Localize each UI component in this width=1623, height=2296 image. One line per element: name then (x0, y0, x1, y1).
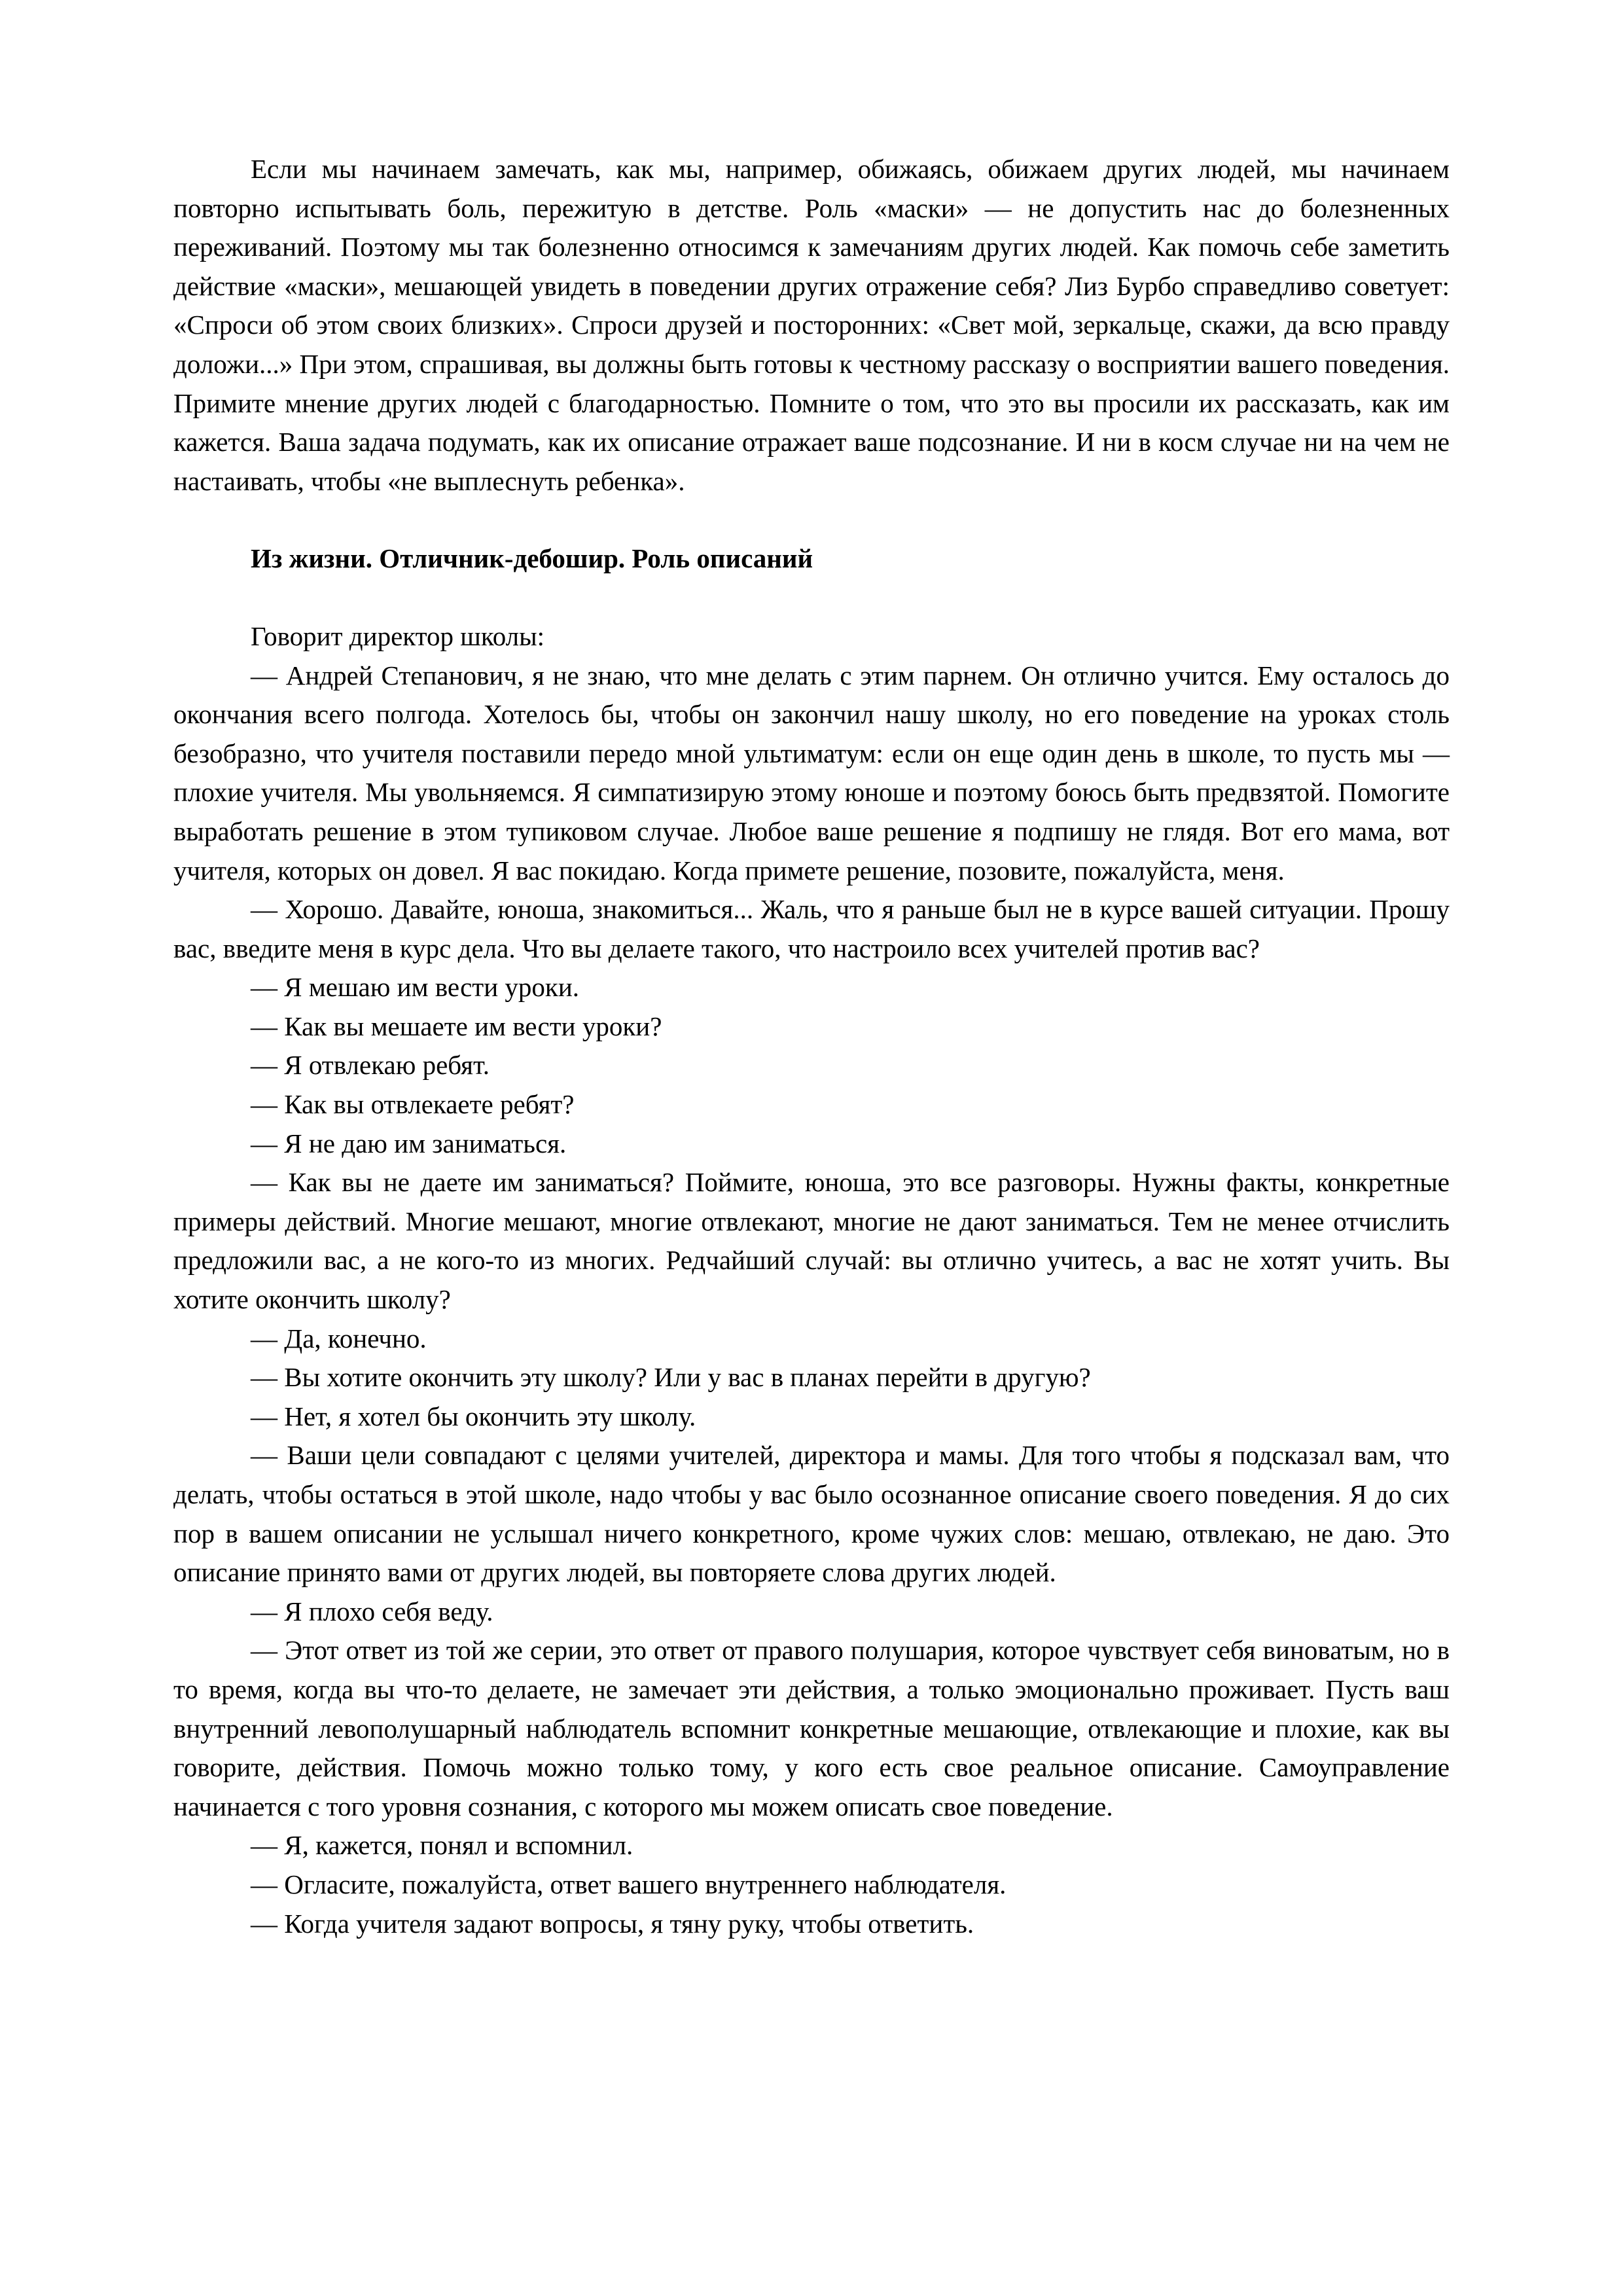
dialogue-line: — Я плохо себя веду. (251, 1596, 493, 1626)
spacer (173, 501, 1450, 539)
section-heading: Из жизни. Отличник-дебошир. Роль описаний (251, 543, 813, 574)
dialogue-line: — Как вы отвлекаете ребят? (251, 1089, 575, 1120)
dialogue-line: — Этот ответ из той же серии, это ответ от правого полушария, которое чувствует себя виноватым, но в то время, когда вы что-то делаете, не замечает эти действия, а только эмоционально проживает. Пусть ваш внутренний левополушарный наблюдатель вспомнит конкретные мешающие, отвлекающие и плохие, как вы говорите, действия. Помочь можно только тому, у кого есть свое реальное описание. Самоуправление начинается с того уровня сознания, с которого мы можем описать свое поведение. (173, 1635, 1450, 1821)
dialogue-line: — Я не даю им заниматься. (251, 1128, 567, 1158)
dialogue-line: — Хорошо. Давайте, юноша, знакомиться... Жаль, что я раньше был не в курсе вашей ситуации. Прошу вас, введите меня в курс дела. Что вы делаете такого, что настроило всех учителей против вас? (173, 894, 1450, 963)
dialogue-line: — Я мешаю им вести уроки. (251, 972, 580, 1003)
dialogue-line: — Вы хотите окончить эту школу? Или у вас в планах перейти в другую? (251, 1362, 1091, 1393)
dialogue-line: — Да, конечно. (251, 1323, 427, 1354)
text-block (173, 150, 1450, 1943)
dialogue-line: — Как вы не даете им заниматься? Поймите, юноша, это все разговоры. Нужны факты, конкретные примеры действий. Многие мешают, многие отвлекают, многие не дают заниматься. Тем не менее отчислить предложили вас, а не кого-то из многих. Редчайший случай: вы отлично учитесь, а вас не хотят учить. Вы хотите окончить школу? (173, 1167, 1450, 1315)
dialogue-line: — Ваши цели совпадают с целями учителей, директора и мамы. Для того чтобы я подсказал вам, что делать, чтобы остаться в этой школе, надо чтобы у вас было осознанное описание своего поведения. Я до сих пор в вашем описании не услышал ничего конкретного, кроме чужих слов: мешаю, отвлекаю, не даю. Это описание принято вами от других людей, вы повторяете слова других людей. (173, 1440, 1450, 1588)
dialogue-line: — Как вы мешаете им вести уроки? (251, 1011, 662, 1041)
dialogue-line: — Нет, я хотел бы окончить эту школу. (251, 1401, 696, 1431)
dialogue-line: — Я, кажется, понял и вспомнил. (251, 1830, 633, 1861)
dialogue (173, 617, 1450, 1943)
dialogue-line: — Андрей Степанович, я не знаю, что мне делать с этим парнем. Он отлично учится. Ему осталось до окончания всего полгода. Хотелось бы, чтобы он закончил нашу школу, но его поведение на уроках столь безобразно, что учителя поставили передо мной ультиматум: если он еще один день в школе, то пусть мы — плохие учителя. Мы увольняемся. Я симпатизирую этому юноше и поэтому боюсь быть предвзятой. Помогите выработать решение в этом тупиковом случае. Любое ваше решение я подпишу не глядя. Вот его мама, вот учителя, которых он довел. Я вас покидаю. Когда примете решение, позовите, пожалуйста, меня. (173, 660, 1450, 886)
dialogue-intro-line: Говорит директор школы: (251, 620, 545, 651)
spacer (173, 579, 1450, 617)
dialogue-line: — Я отвлекаю ребят. (251, 1050, 490, 1081)
dialogue-line: — Огласите, пожалуйста, ответ вашего внутреннего наблюдателя. (251, 1869, 1007, 1899)
intro-paragraph: Если мы начинаем замечать, как мы, например, обижаясь, обижаем других людей, мы начинаем повторно испытывать боль, пережитую в детстве. Роль «маски» — не допустить нас до болезненных переживаний. Поэтому мы так болезненно относимся к замечаниям других людей. Как помочь себе заметить действие «маски», мешающей увидеть в поведении других отражение себя? Лиз Бурбо справедливо советует: «Спроси об этом своих близких». Спроси друзей и посторонних: «Свет мой, зеркальце, скажи, да всю правду доложи...» При этом, спрашивая, вы должны быть готовы к честному рассказу о восприятии вашего поведения. Примите мнение других людей с благодарностью. Помните о том, что это вы просили их рассказать, как им кажется. Ваша задача подумать, как их описание отражает ваше подсознание. И ни в косм случае ни на чем не настаивать, чтобы «не выплеснуть ребенка». (173, 154, 1450, 496)
dialogue-line: — Когда учителя задают вопросы, я тяну руку, чтобы ответить. (251, 1908, 974, 1939)
